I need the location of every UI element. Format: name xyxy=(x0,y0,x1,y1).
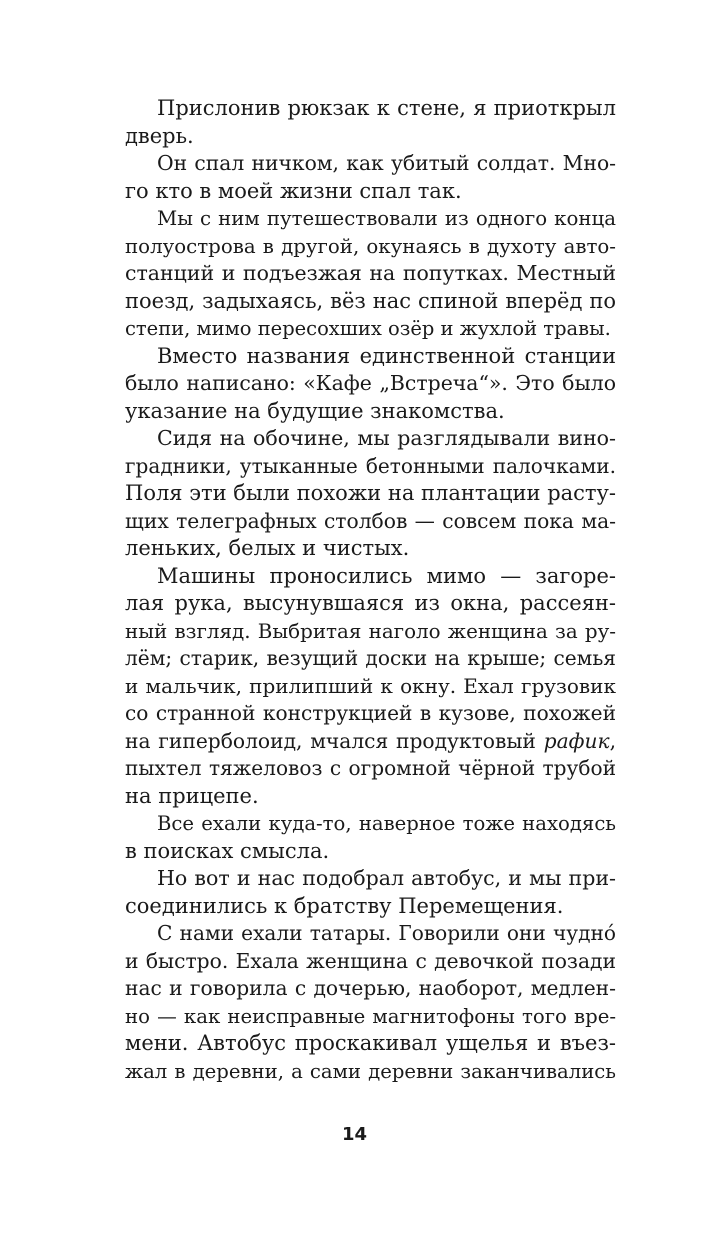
text-line: пыхтел тяжеловоз с огромной чёрной трубой xyxy=(125,756,616,780)
text-line: но — как неисправные магнитофоны того вре- xyxy=(125,1004,616,1028)
text-line: поезд, задыхаясь, вёз нас спиной вперёд по xyxy=(125,288,616,313)
text-line: Сидя на обочине, мы разглядывали вино- xyxy=(157,426,616,450)
text-line: полуострова в другой, окунаясь в духоту авто- xyxy=(125,234,616,258)
text-line: мени. Автобус проскакивал ущелья и въез- xyxy=(125,1031,616,1055)
text-fragment: , xyxy=(609,728,616,753)
text-line: Машины проносились мимо — загоре- xyxy=(157,563,616,588)
text-line: указание на будущие знакомства. xyxy=(125,398,505,423)
text-line: го кто в моей жизни спал так. xyxy=(125,178,462,203)
text-line: леньких, белых и чистых. xyxy=(125,536,410,560)
page-number: 14 xyxy=(341,1124,368,1145)
text-line: лём; старик, везущий доски на крыше; семья xyxy=(125,646,616,670)
text-line: было написано: «Кафе „Встреча“». Это было xyxy=(125,371,616,395)
text-line: Прислонив рюкзак к стене, я приоткрыл xyxy=(157,96,616,120)
text-line: на прицепе. xyxy=(125,783,259,808)
text-line: Мы с ним путешествовали из одного конца xyxy=(157,207,616,230)
text-line: Но вот и нас подобрал автобус, и мы при- xyxy=(157,866,616,890)
text-line: со странной конструкцией в кузове, похожей xyxy=(125,701,616,725)
text-line: Все ехали куда-то, наверное тоже находясь xyxy=(157,812,616,835)
text-line: и быстро. Ехала женщина с девочкой позади xyxy=(125,948,616,973)
text-line: дверь. xyxy=(125,123,194,148)
text-line: и мальчик, прилипший к окну. Ехал грузовик xyxy=(125,673,616,698)
text-line: нас и говорила с дочерью, наоборот, медлен- xyxy=(125,976,616,1000)
text-line: лая рука, высунувшаяся из окна, рассеян- xyxy=(125,591,616,615)
text-line-with-italic xyxy=(125,728,616,756)
text-line: щих телеграфных столбов — совсем пока ма- xyxy=(125,508,616,533)
text-line: Поля эти были похожи на плантации расту- xyxy=(125,481,616,505)
body-text xyxy=(125,95,616,1085)
italic-word: рафик xyxy=(543,728,610,753)
text-fragment: на гиперболоид, мчался продуктовый xyxy=(125,728,544,753)
text-line: соединились к братству Перемещения. xyxy=(125,893,564,918)
text-line: С нами ехали татары. Говорили они чудно́ xyxy=(157,921,616,945)
text-line: станций и подъезжая на попутках. Местный xyxy=(125,261,616,285)
text-line: Вместо названия единственной станции xyxy=(157,343,616,368)
text-line: в поисках смысла. xyxy=(125,838,330,863)
text-line: градники, утыканные бетонными палочками. xyxy=(125,453,616,478)
text-line: жал в деревни, а сами деревни заканчивались xyxy=(125,1059,616,1083)
text-line: ный взгляд. Выбритая наголо женщина за ру- xyxy=(125,619,616,643)
text-line: Он спал ничком, как убитый солдат. Мно- xyxy=(157,151,616,175)
text-line: степи, мимо пересохших озёр и жухлой травы. xyxy=(125,317,611,340)
